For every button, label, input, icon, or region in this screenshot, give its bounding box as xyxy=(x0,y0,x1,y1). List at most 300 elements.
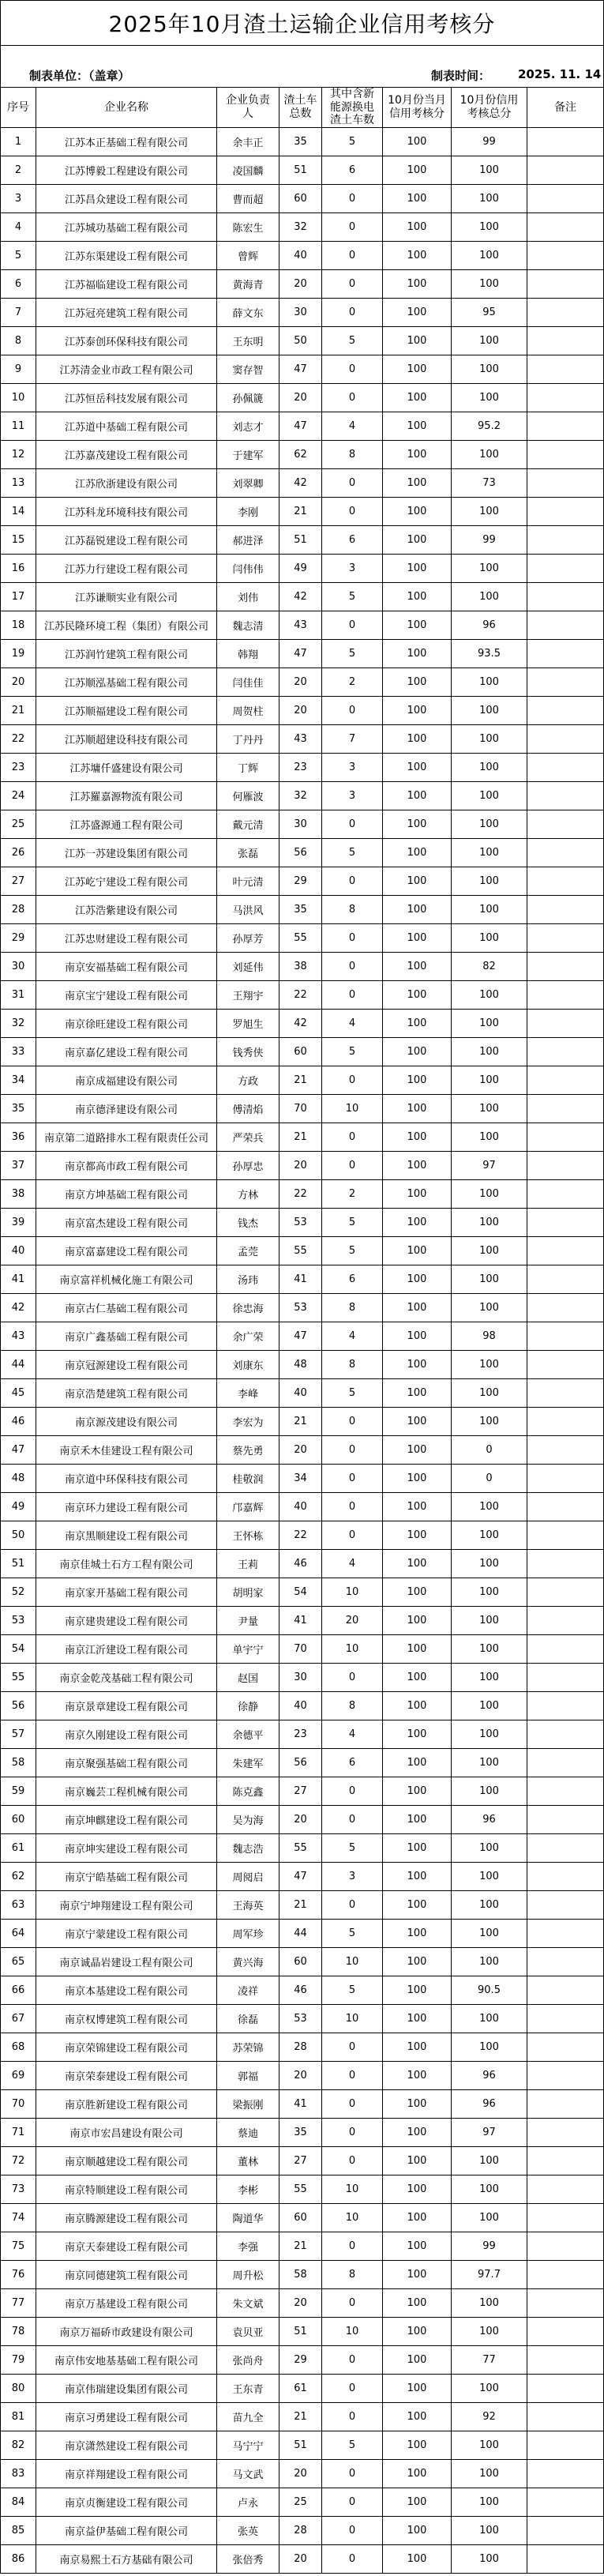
cell-remarks xyxy=(527,1578,604,1607)
cell-remarks xyxy=(527,953,604,981)
cell-row-number: 27 xyxy=(0,867,36,896)
cell-row-number: 9 xyxy=(0,355,36,384)
cell-remarks xyxy=(527,384,604,412)
cell-total-score: 100 xyxy=(452,2375,527,2403)
cell-company-name: 南京万福硚市政建设有限公司 xyxy=(36,2318,217,2346)
table-row xyxy=(0,1521,604,1550)
cell-row-number: 45 xyxy=(0,1379,36,1408)
cell-ev-truck-count: 0 xyxy=(322,2119,383,2147)
cell-company-leader: 孙厚忠 xyxy=(217,1152,279,1180)
cell-month-score: 100 xyxy=(383,1976,452,2005)
table-row xyxy=(0,1806,604,1834)
cell-month-score: 100 xyxy=(383,2346,452,2375)
cell-company-leader: 董林 xyxy=(217,2147,279,2175)
cell-remarks xyxy=(527,782,604,810)
cell-month-score: 100 xyxy=(383,1664,452,1692)
cell-truck-total: 20 xyxy=(279,1806,322,1834)
cell-ev-truck-count: 5 xyxy=(322,640,383,668)
table-row xyxy=(0,1066,604,1095)
cell-month-score: 100 xyxy=(383,2033,452,2062)
cell-remarks xyxy=(527,1692,604,1720)
table-row xyxy=(0,1379,604,1408)
cell-row-number: 70 xyxy=(0,2090,36,2119)
cell-truck-total: 21 xyxy=(279,1123,322,1152)
cell-company-leader: 周升松 xyxy=(217,2261,279,2289)
cell-truck-total: 43 xyxy=(279,725,322,754)
cell-row-number: 42 xyxy=(0,1294,36,1322)
cell-company-name: 南京富嘉建设工程有限公司 xyxy=(36,1237,217,1265)
cell-month-score: 100 xyxy=(383,981,452,1010)
cell-company-leader: 丁丹丹 xyxy=(217,725,279,754)
cell-ev-truck-count: 0 xyxy=(322,1806,383,1834)
table-row xyxy=(0,1863,604,1891)
cell-company-leader: 李峰 xyxy=(217,1379,279,1408)
cell-remarks xyxy=(527,697,604,725)
table-row xyxy=(0,384,604,412)
cell-company-name: 南京金乾茂基础工程有限公司 xyxy=(36,1664,217,1692)
cell-total-score: 100 xyxy=(452,1408,527,1436)
cell-company-leader: 李宏为 xyxy=(217,1408,279,1436)
header-label: 10月份信用考核总分 xyxy=(460,94,519,120)
cell-remarks xyxy=(527,2232,604,2261)
cell-company-leader: 张磊 xyxy=(217,839,279,867)
cell-truck-total: 40 xyxy=(279,1493,322,1521)
cell-row-number: 32 xyxy=(0,1010,36,1038)
cell-company-name: 南京古仁基础工程有限公司 xyxy=(36,1294,217,1322)
cell-company-leader: 马洪风 xyxy=(217,896,279,924)
cell-remarks xyxy=(527,2119,604,2147)
cell-row-number: 47 xyxy=(0,1436,36,1465)
cell-ev-truck-count: 6 xyxy=(322,156,383,185)
cell-company-leader: 钱秀侠 xyxy=(217,1038,279,1066)
cell-company-leader: 陶道华 xyxy=(217,2204,279,2232)
cell-row-number: 28 xyxy=(0,896,36,924)
cell-truck-total: 55 xyxy=(279,924,322,953)
cell-month-score: 100 xyxy=(383,583,452,611)
table-row xyxy=(0,2062,604,2090)
cell-total-score: 77 xyxy=(452,2346,527,2375)
cell-row-number: 26 xyxy=(0,839,36,867)
cell-company-name: 南京黑顺建设工程有限公司 xyxy=(36,1521,217,1550)
table-row xyxy=(0,1265,604,1294)
cell-row-number: 68 xyxy=(0,2033,36,2062)
cell-month-score: 100 xyxy=(383,526,452,555)
cell-total-score: 100 xyxy=(452,2488,527,2517)
cell-company-name: 南京源茂建设有限公司 xyxy=(36,1408,217,1436)
table-header-row xyxy=(0,87,604,128)
cell-row-number: 38 xyxy=(0,1180,36,1209)
cell-truck-total: 55 xyxy=(279,1237,322,1265)
cell-remarks xyxy=(527,213,604,242)
cell-company-leader: 梁振刚 xyxy=(217,2090,279,2119)
table-row xyxy=(0,1578,604,1607)
cell-truck-total: 60 xyxy=(279,2204,322,2232)
cell-month-score: 100 xyxy=(383,2460,452,2488)
cell-company-leader: 陈宏生 xyxy=(217,213,279,242)
cell-remarks xyxy=(527,1834,604,1863)
cell-company-name: 江苏清金业市政工程有限公司 xyxy=(36,355,217,384)
cell-company-name: 江苏科龙环境科技有限公司 xyxy=(36,498,217,526)
cell-month-score: 100 xyxy=(383,2375,452,2403)
cell-truck-total: 42 xyxy=(279,1010,322,1038)
cell-company-name: 南京伟瑞建设集团有限公司 xyxy=(36,2375,217,2403)
cell-total-score: 100 xyxy=(452,2005,527,2033)
cell-truck-total: 44 xyxy=(279,1920,322,1948)
cell-ev-truck-count: 5 xyxy=(322,1976,383,2005)
table-row xyxy=(0,782,604,810)
table-row xyxy=(0,1123,604,1152)
cell-company-name: 江苏泰创环保科技有限公司 xyxy=(36,327,217,355)
table-row xyxy=(0,1351,604,1379)
cell-company-leader: 王东青 xyxy=(217,2375,279,2403)
cell-row-number: 3 xyxy=(0,185,36,213)
cell-truck-total: 20 xyxy=(279,668,322,697)
cell-month-score: 100 xyxy=(383,498,452,526)
cell-remarks xyxy=(527,2204,604,2232)
cell-total-score: 100 xyxy=(452,2204,527,2232)
cell-company-name: 江苏城功基础工程有限公司 xyxy=(36,213,217,242)
cell-remarks xyxy=(527,1550,604,1578)
cell-row-number: 85 xyxy=(0,2517,36,2545)
table-row xyxy=(0,1607,604,1635)
cell-row-number: 10 xyxy=(0,384,36,412)
header-total-score xyxy=(452,87,527,128)
table-row xyxy=(0,1948,604,1976)
table-row xyxy=(0,412,604,441)
cell-company-name: 南京久刚建设工程有限公司 xyxy=(36,1720,217,1749)
issue-date-label: 制表时间： xyxy=(431,69,491,83)
cell-company-name: 南京特顺建设工程有限公司 xyxy=(36,2175,217,2204)
cell-ev-truck-count: 10 xyxy=(322,2204,383,2232)
cell-company-leader: 薛文东 xyxy=(217,299,279,327)
issuing-unit-label: 制表单位：（盖章） xyxy=(29,69,130,83)
cell-total-score: 100 xyxy=(452,1180,527,1209)
cell-total-score: 100 xyxy=(452,270,527,299)
table-row xyxy=(0,810,604,839)
table-row xyxy=(0,355,604,384)
cell-row-number: 84 xyxy=(0,2488,36,2517)
cell-company-leader: 王翔宇 xyxy=(217,981,279,1010)
cell-total-score: 100 xyxy=(452,384,527,412)
cell-row-number: 31 xyxy=(0,981,36,1010)
cell-month-score: 100 xyxy=(383,810,452,839)
cell-truck-total: 29 xyxy=(279,867,322,896)
cell-ev-truck-count: 5 xyxy=(322,1379,383,1408)
cell-company-name: 南京易熙土石方基础有限公司 xyxy=(36,2545,217,2574)
cell-truck-total: 61 xyxy=(279,2375,322,2403)
cell-row-number: 52 xyxy=(0,1578,36,1607)
cell-truck-total: 51 xyxy=(279,2431,322,2460)
cell-ev-truck-count: 5 xyxy=(322,1038,383,1066)
cell-ev-truck-count: 0 xyxy=(322,924,383,953)
table-row xyxy=(0,754,604,782)
cell-month-score: 100 xyxy=(383,327,452,355)
cell-remarks xyxy=(527,2517,604,2545)
header-row-number xyxy=(0,87,36,128)
cell-company-leader: 凌国麟 xyxy=(217,156,279,185)
cell-total-score: 100 xyxy=(452,782,527,810)
cell-company-name: 南京禾木佳建设工程有限公司 xyxy=(36,1436,217,1465)
cell-remarks xyxy=(527,1920,604,1948)
cell-ev-truck-count: 0 xyxy=(322,1664,383,1692)
cell-total-score: 100 xyxy=(452,1720,527,1749)
cell-row-number: 77 xyxy=(0,2289,36,2318)
cell-total-score: 100 xyxy=(452,1209,527,1237)
cell-month-score: 100 xyxy=(383,2232,452,2261)
cell-row-number: 63 xyxy=(0,1891,36,1920)
table-row xyxy=(0,2261,604,2289)
table-row xyxy=(0,1095,604,1123)
cell-total-score: 96 xyxy=(452,2062,527,2090)
cell-row-number: 56 xyxy=(0,1692,36,1720)
cell-company-leader: 吴为海 xyxy=(217,1806,279,1834)
cell-company-name: 江苏羅嘉源物流有限公司 xyxy=(36,782,217,810)
cell-truck-total: 58 xyxy=(279,2261,322,2289)
cell-remarks xyxy=(527,583,604,611)
cell-remarks xyxy=(527,611,604,640)
cell-month-score: 100 xyxy=(383,2204,452,2232)
cell-month-score: 100 xyxy=(383,1322,452,1351)
cell-total-score: 100 xyxy=(452,1777,527,1806)
cell-company-leader: 余德平 xyxy=(217,1720,279,1749)
cell-company-leader: 李刚 xyxy=(217,498,279,526)
cell-company-leader: 何雁波 xyxy=(217,782,279,810)
header-label: 企业名称 xyxy=(104,100,148,114)
table-row xyxy=(0,981,604,1010)
cell-remarks xyxy=(527,526,604,555)
cell-company-leader: 周贺柱 xyxy=(217,697,279,725)
cell-remarks xyxy=(527,1607,604,1635)
header-truck-total xyxy=(279,87,322,128)
cell-truck-total: 35 xyxy=(279,896,322,924)
table-row xyxy=(0,1834,604,1863)
cell-ev-truck-count: 0 xyxy=(322,1066,383,1095)
header-label: 渣土车总数 xyxy=(283,94,317,120)
cell-ev-truck-count: 10 xyxy=(322,1578,383,1607)
cell-company-leader: 汤玮 xyxy=(217,1265,279,1294)
cell-ev-truck-count: 4 xyxy=(322,1720,383,1749)
cell-row-number: 62 xyxy=(0,1863,36,1891)
cell-month-score: 100 xyxy=(383,2090,452,2119)
cell-remarks xyxy=(527,469,604,498)
cell-total-score: 100 xyxy=(452,2545,527,2574)
cell-month-score: 100 xyxy=(383,441,452,469)
cell-total-score: 100 xyxy=(452,1379,527,1408)
cell-total-score: 96 xyxy=(452,1806,527,1834)
cell-company-leader: 魏志浩 xyxy=(217,1834,279,1863)
cell-row-number: 12 xyxy=(0,441,36,469)
cell-total-score: 100 xyxy=(452,1692,527,1720)
table-row xyxy=(0,270,604,299)
cell-remarks xyxy=(527,2318,604,2346)
cell-month-score: 100 xyxy=(383,2318,452,2346)
cell-row-number: 6 xyxy=(0,270,36,299)
cell-row-number: 74 xyxy=(0,2204,36,2232)
cell-ev-truck-count: 5 xyxy=(322,839,383,867)
table-row xyxy=(0,697,604,725)
cell-ev-truck-count: 8 xyxy=(322,1294,383,1322)
cell-company-name: 江苏本正基础工程有限公司 xyxy=(36,128,217,156)
cell-remarks xyxy=(527,412,604,441)
cell-month-score: 100 xyxy=(383,2005,452,2033)
cell-row-number: 48 xyxy=(0,1465,36,1493)
cell-ev-truck-count: 2 xyxy=(322,1180,383,1209)
table-row xyxy=(0,1891,604,1920)
cell-remarks xyxy=(527,810,604,839)
cell-ev-truck-count: 5 xyxy=(322,583,383,611)
cell-total-score: 73 xyxy=(452,469,527,498)
table-row xyxy=(0,839,604,867)
cell-remarks xyxy=(527,299,604,327)
cell-ev-truck-count: 0 xyxy=(322,1152,383,1180)
cell-ev-truck-count: 0 xyxy=(322,1436,383,1465)
cell-remarks xyxy=(527,498,604,526)
cell-company-leader: 王东明 xyxy=(217,327,279,355)
cell-ev-truck-count: 5 xyxy=(322,1237,383,1265)
cell-truck-total: 35 xyxy=(279,128,322,156)
cell-month-score: 100 xyxy=(383,725,452,754)
cell-truck-total: 40 xyxy=(279,1692,322,1720)
cell-ev-truck-count: 0 xyxy=(322,2460,383,2488)
cell-month-score: 100 xyxy=(383,1749,452,1777)
cell-ev-truck-count: 0 xyxy=(322,2403,383,2431)
table-row xyxy=(0,2375,604,2403)
cell-truck-total: 32 xyxy=(279,213,322,242)
cell-total-score: 100 xyxy=(452,498,527,526)
cell-truck-total: 27 xyxy=(279,2147,322,2175)
cell-company-leader: 钱杰 xyxy=(217,1209,279,1237)
table-row xyxy=(0,583,604,611)
cell-company-name: 江苏嘉茂建设工程有限公司 xyxy=(36,441,217,469)
cell-total-score: 100 xyxy=(452,1010,527,1038)
cell-company-name: 南京贞衡建设工程有限公司 xyxy=(36,2488,217,2517)
cell-month-score: 100 xyxy=(383,1436,452,1465)
cell-company-leader: 张倍秀 xyxy=(217,2545,279,2574)
cell-ev-truck-count: 0 xyxy=(322,953,383,981)
cell-total-score: 96 xyxy=(452,611,527,640)
cell-total-score: 100 xyxy=(452,839,527,867)
cell-company-name: 南京冠源建设工程有限公司 xyxy=(36,1351,217,1379)
cell-total-score: 100 xyxy=(452,697,527,725)
cell-company-name: 南京嘉亿建设工程有限公司 xyxy=(36,1038,217,1066)
cell-remarks xyxy=(527,924,604,953)
cell-ev-truck-count: 8 xyxy=(322,896,383,924)
cell-row-number: 83 xyxy=(0,2460,36,2488)
cell-truck-total: 22 xyxy=(279,1521,322,1550)
cell-row-number: 75 xyxy=(0,2232,36,2261)
cell-truck-total: 56 xyxy=(279,839,322,867)
cell-row-number: 5 xyxy=(0,242,36,270)
cell-truck-total: 25 xyxy=(279,2488,322,2517)
cell-company-name: 南京荣锦建设工程有限公司 xyxy=(36,2033,217,2062)
cell-ev-truck-count: 0 xyxy=(322,810,383,839)
cell-row-number: 7 xyxy=(0,299,36,327)
cell-truck-total: 21 xyxy=(279,1066,322,1095)
cell-company-name: 江苏顺超建设科技有限公司 xyxy=(36,725,217,754)
cell-total-score: 100 xyxy=(452,2175,527,2204)
cell-month-score: 100 xyxy=(383,355,452,384)
cell-company-name: 南京诚晶岩建设工程有限公司 xyxy=(36,1948,217,1976)
cell-ev-truck-count: 0 xyxy=(322,2062,383,2090)
cell-company-leader: 叶元清 xyxy=(217,867,279,896)
cell-month-score: 100 xyxy=(383,2261,452,2289)
cell-total-score: 93.5 xyxy=(452,640,527,668)
cell-remarks xyxy=(527,1664,604,1692)
cell-company-name: 南京建贵建设工程有限公司 xyxy=(36,1607,217,1635)
cell-total-score: 100 xyxy=(452,2289,527,2318)
cell-company-leader: 赵国 xyxy=(217,1664,279,1692)
cell-total-score: 100 xyxy=(452,355,527,384)
cell-remarks xyxy=(527,327,604,355)
cell-month-score: 100 xyxy=(383,555,452,583)
cell-company-name: 江苏润竹建筑工程有限公司 xyxy=(36,640,217,668)
cell-total-score: 100 xyxy=(452,2460,527,2488)
cell-remarks xyxy=(527,1123,604,1152)
cell-remarks xyxy=(527,242,604,270)
cell-remarks xyxy=(527,2175,604,2204)
cell-row-number: 35 xyxy=(0,1095,36,1123)
cell-truck-total: 20 xyxy=(279,2289,322,2318)
cell-ev-truck-count: 4 xyxy=(322,1550,383,1578)
cell-row-number: 19 xyxy=(0,640,36,668)
cell-ev-truck-count: 0 xyxy=(322,1465,383,1493)
cell-truck-total: 42 xyxy=(279,469,322,498)
cell-company-leader: 袁贝亚 xyxy=(217,2318,279,2346)
cell-total-score: 100 xyxy=(452,668,527,697)
cell-month-score: 100 xyxy=(383,640,452,668)
cell-month-score: 100 xyxy=(383,782,452,810)
cell-company-leader: 罗旭生 xyxy=(217,1010,279,1038)
cell-month-score: 100 xyxy=(383,1038,452,1066)
cell-row-number: 73 xyxy=(0,2175,36,2204)
table-row xyxy=(0,2090,604,2119)
cell-month-score: 100 xyxy=(383,1095,452,1123)
cell-row-number: 49 xyxy=(0,1493,36,1521)
cell-total-score: 100 xyxy=(452,896,527,924)
cell-truck-total: 20 xyxy=(279,2545,322,2574)
cell-truck-total: 20 xyxy=(279,270,322,299)
cell-remarks xyxy=(527,1806,604,1834)
cell-row-number: 66 xyxy=(0,1976,36,2005)
cell-row-number: 13 xyxy=(0,469,36,498)
cell-company-name: 江苏东渠建设工程有限公司 xyxy=(36,242,217,270)
cell-company-leader: 马文武 xyxy=(217,2460,279,2488)
cell-company-leader: 马宁宁 xyxy=(217,2431,279,2460)
cell-row-number: 65 xyxy=(0,1948,36,1976)
cell-month-score: 100 xyxy=(383,384,452,412)
cell-remarks xyxy=(527,2460,604,2488)
cell-truck-total: 21 xyxy=(279,2403,322,2431)
cell-company-leader: 蔡先勇 xyxy=(217,1436,279,1465)
cell-remarks xyxy=(527,2289,604,2318)
table-row xyxy=(0,156,604,185)
table-row xyxy=(0,128,604,156)
cell-row-number: 1 xyxy=(0,128,36,156)
cell-remarks xyxy=(527,1465,604,1493)
cell-row-number: 55 xyxy=(0,1664,36,1692)
cell-truck-total: 51 xyxy=(279,156,322,185)
cell-company-leader: 丁辉 xyxy=(217,754,279,782)
cell-month-score: 100 xyxy=(383,1920,452,1948)
table-row xyxy=(0,2488,604,2517)
table-row xyxy=(0,1976,604,2005)
cell-month-score: 100 xyxy=(383,1777,452,1806)
cell-truck-total: 55 xyxy=(279,2175,322,2204)
cell-row-number: 21 xyxy=(0,697,36,725)
cell-ev-truck-count: 0 xyxy=(322,2488,383,2517)
cell-company-name: 江苏忠财建设工程有限公司 xyxy=(36,924,217,953)
cell-company-name: 江苏民隆环境工程（集团）有限公司 xyxy=(36,611,217,640)
